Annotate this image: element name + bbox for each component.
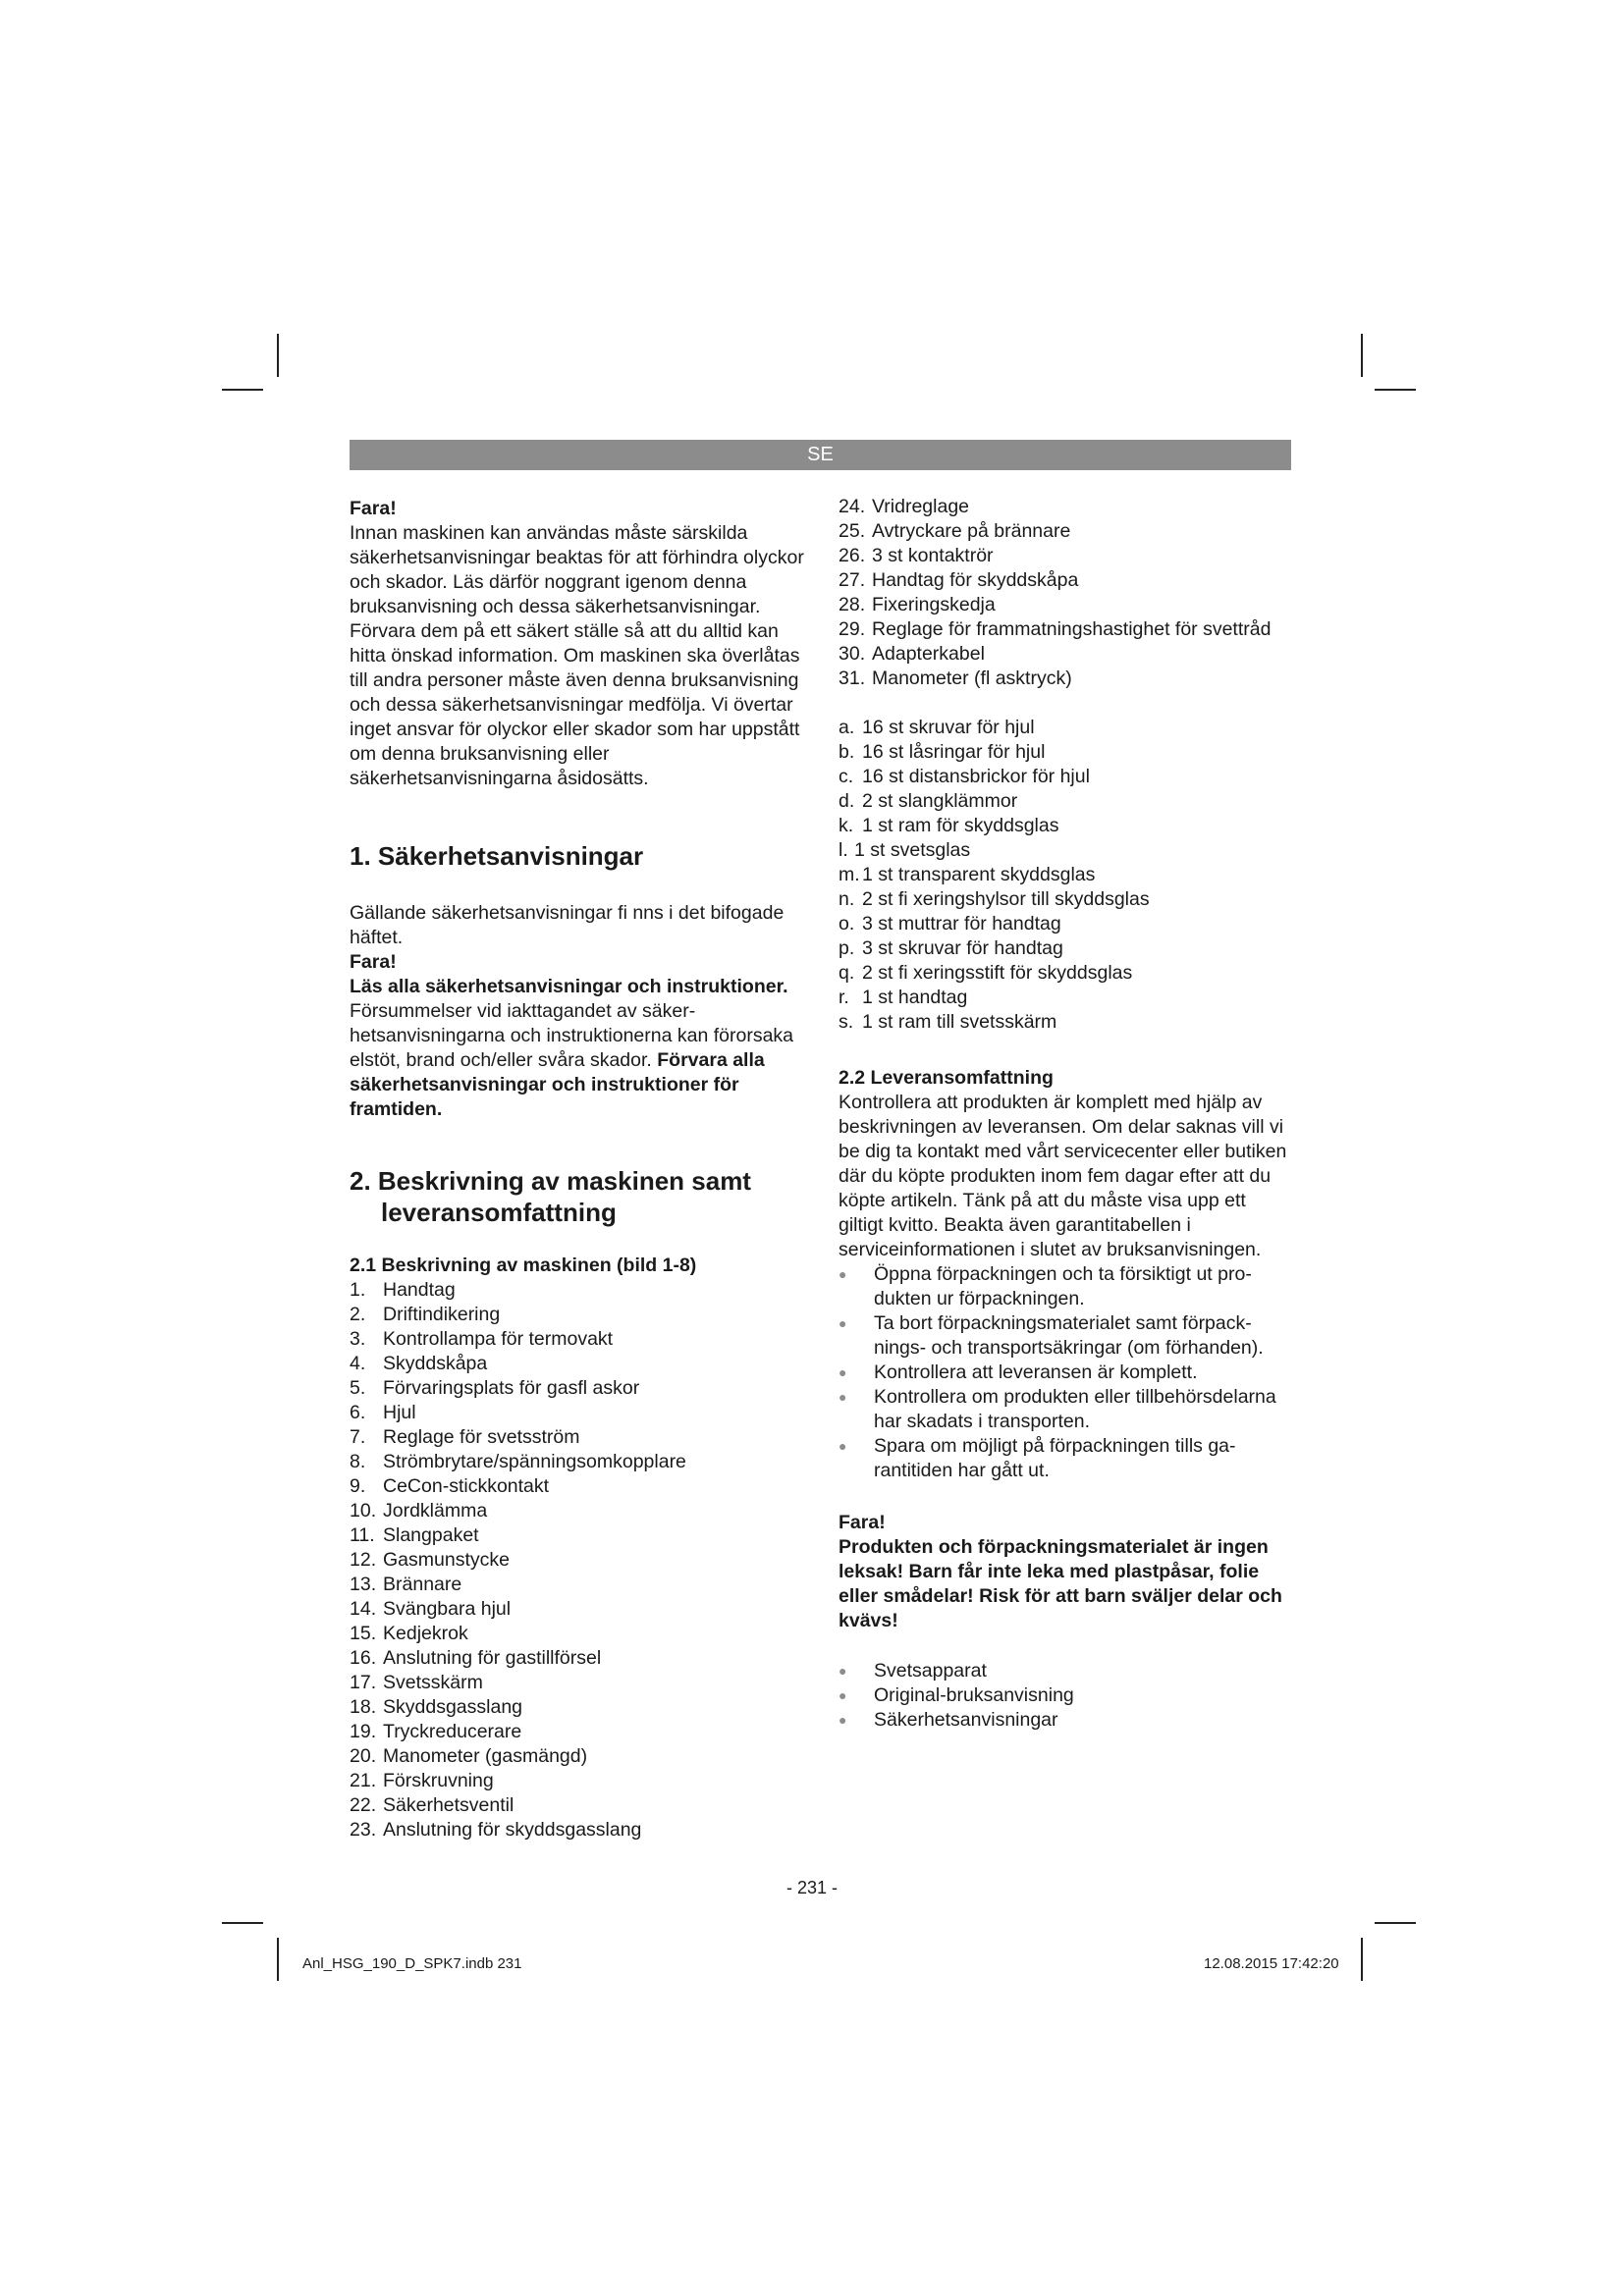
list-item: 24. Vridreglage [839, 496, 970, 517]
list-item: m. 1 st transparent skyddsglas [839, 864, 1096, 885]
list-item: k. 1 st ram för skyddsglas [839, 815, 1059, 836]
list-item: ● Säkerhetsanvisningar [839, 1709, 1058, 1731]
list-item: a. 16 st skruvar för hjul [839, 717, 1035, 738]
crop-mark-bottom-left-h [222, 1922, 263, 1924]
fara-heading-3: Fara! [839, 1512, 886, 1533]
section-2-title: 2. Beskrivning av maskinen samt leveransomfattning [350, 1166, 751, 1227]
list-item: 13. Brännare [350, 1574, 462, 1595]
crop-mark-top-right-h [1375, 389, 1416, 391]
list-item: 8. Strömbrytare/spänningsomkopplare [350, 1451, 686, 1472]
accessories-list [839, 716, 1294, 1035]
bullet-icon: ● [839, 1315, 847, 1331]
warning-paragraph [350, 975, 809, 1122]
page-number: - 231 - [785, 1878, 839, 1897]
list-item: ● Spara om möjligt på förpackningen tills garantitiden har gått ut. [839, 1435, 1236, 1481]
unpacking-steps [839, 1262, 1294, 1483]
list-item: b. 16 st låsringar för hjul [839, 741, 1046, 763]
list-item: ● Original-bruksanvisning [839, 1684, 1074, 1706]
bullet-icon: ● [839, 1687, 847, 1703]
parts-list [350, 1278, 809, 1842]
list-item: ● Svetsapparat [839, 1660, 987, 1682]
list-item: 4. Skyddskåpa [350, 1353, 488, 1374]
section-1-text: Gällande säkerhetsanvisningar fi nns i det bifogade häftet. [350, 902, 785, 948]
file-slug: Anl_HSG_190_D_SPK7.indb 231 [302, 1955, 522, 1972]
bullet-icon: ● [839, 1438, 847, 1454]
crop-mark-bottom-left-v [277, 1938, 279, 1981]
list-item: 5. Förvaringsplats för gasfl askor [350, 1377, 640, 1399]
right-column [839, 495, 1294, 1733]
list-item: o. 3 st muttrar för handtag [839, 913, 1061, 934]
intro-paragraph: Innan maskinen kan användas måste särskilda säkerhetsanvisningar beaktas för att förhindra olyckor och skador. Läs därför noggrant igenom denna bruksanvisning och dessa säkerhetsanvisningar. Förvara dem på ett säkert ställe så att du alltid kan hitta önskad information. Om maskinen ska överlåtas till andra personer måste även denna bruksanvisning och dessa säkerhetsanvisningar medfölja. Vi övertar inget ansvar för olyckor eller skador som har uppstått om denna bruksanvisning eller säkerhetsanvisningarna åsidosätts. [350, 522, 804, 789]
subsection-2-2-title: 2.2 Leveransomfattning [839, 1067, 1054, 1089]
list-item: l. 1 st svetsglas [839, 839, 971, 861]
list-item: 28. Fixeringskedja [839, 594, 996, 615]
print-timestamp: 12.08.2015 17:42:20 [1204, 1955, 1339, 1972]
crop-mark-bottom-right-v [1361, 1938, 1363, 1981]
list-item: p. 3 st skruvar för handtag [839, 937, 1063, 959]
list-item: 10. Jordklämma [350, 1500, 488, 1522]
list-item: 22. Säkerhetsventil [350, 1794, 514, 1816]
fara-heading-2: Fara! [350, 951, 397, 973]
list-item: 21. Förskruvning [350, 1770, 494, 1791]
list-item: 6. Hjul [350, 1402, 416, 1423]
list-item: ● Ta bort förpackningsmaterialet samt förpacknings- och transportsäkringar (om förhanden). [839, 1312, 1264, 1359]
crop-mark-bottom-right-h [1375, 1922, 1416, 1924]
list-item: 9. CeCon-stickkontakt [350, 1475, 550, 1497]
bullet-icon: ● [839, 1364, 847, 1380]
list-item: 20. Manometer (gasmängd) [350, 1745, 588, 1767]
subsection-2-1-title: 2.1 Beskrivning av maskinen (bild 1-8) [350, 1255, 697, 1276]
list-item: ● Kontrollera om produkten eller tillbehörsdelarna har skadats i transporten. [839, 1386, 1276, 1432]
bullet-icon: ● [839, 1712, 847, 1728]
fara-heading: Fara! [350, 498, 397, 519]
list-item: 15. Kedjekrok [350, 1623, 468, 1644]
list-item: d. 2 st slangklämmor [839, 790, 1018, 812]
list-item: ● Öppna förpackningen och ta försiktigt ut produkten ur förpackningen. [839, 1263, 1252, 1309]
warning-bold-b: Förvara alla säkerhetsanvisningar och instruktioner för framtiden. [350, 1049, 765, 1120]
list-item: r. 1 st handtag [839, 987, 968, 1008]
list-item: 11. Slangpaket [350, 1524, 479, 1546]
list-item: 16. Anslutning för gastillförsel [350, 1647, 602, 1669]
crop-mark-top-left-v [277, 334, 279, 377]
list-item: 26. 3 st kontaktrör [839, 545, 994, 566]
list-item: 3. Kontrollampa för termovakt [350, 1328, 614, 1350]
list-item: 19. Tryckreducerare [350, 1721, 522, 1742]
bullet-icon: ● [839, 1389, 847, 1405]
list-item: n. 2 st fi xeringshylsor till skyddsglas [839, 888, 1150, 910]
list-item: 27. Handtag för skyddskåpa [839, 569, 1079, 591]
list-item: 1. Handtag [350, 1279, 456, 1301]
section-1-title: 1. Säkerhetsanvisningar [350, 841, 644, 871]
language-code: SE [807, 444, 834, 465]
left-column [350, 497, 809, 1842]
crop-mark-top-right-v [1361, 334, 1363, 377]
list-item: 29. Reglage för frammatningshastighet för svettråd [839, 618, 1272, 640]
list-item: 25. Avtryckare på brännare [839, 520, 1071, 542]
delivery-contents-list [839, 1659, 1294, 1733]
child-safety-warning: Produkten och förpackningsmaterialet är ingen leksak! Barn får inte leka med plastpåsar, folie eller smådelar! Risk för att barn sväljer delar och kvävs! [839, 1536, 1282, 1631]
bullet-icon: ● [839, 1266, 847, 1282]
list-item: 17. Svetsskärm [350, 1672, 483, 1693]
list-item: 23. Anslutning för skyddsgasslang [350, 1819, 642, 1841]
bullet-icon: ● [839, 1663, 847, 1679]
language-header-bar [350, 440, 1291, 470]
warning-bold-a: Läs alla säkerhetsanvisningar och instruktioner. [350, 976, 788, 997]
list-item: 14. Svängbara hjul [350, 1598, 512, 1620]
parts-list-continued [839, 495, 1294, 691]
list-item: 31. Manometer (fl asktryck) [839, 667, 1072, 689]
crop-mark-top-left-h [222, 389, 263, 391]
list-item: 7. Reglage för svetsström [350, 1426, 580, 1448]
list-item: q. 2 st fi xeringsstift för skyddsglas [839, 962, 1133, 984]
list-item: ● Kontrollera att leveransen är komplett. [839, 1362, 1198, 1383]
list-item: 18. Skyddsgasslang [350, 1696, 523, 1718]
list-item: c. 16 st distansbrickor för hjul [839, 766, 1090, 787]
list-item: 12. Gasmunstycke [350, 1549, 510, 1571]
warning-normal: Försummelser vid iakttagandet av säkerhetsanvisningarna och instruktionerna kan förorsaka elstöt, brand och/eller svåra skador. [350, 1000, 794, 1071]
delivery-check-paragraph: Kontrollera att produkten är komplett med hjälp av beskrivningen av leveransen. Om delar saknas vill vi be dig ta kontakt med vårt servicecenter eller butiken där du köpte produkten inom fem dagar efter att du köpte artikeln. Tänk på att du måste visa upp ett giltigt kvitto. Beakta även garantitabellen i serviceinformationen i slutet av bruksanvisningen. [839, 1092, 1287, 1260]
list-item: 30. Adapterkabel [839, 643, 985, 665]
list-item: 2. Driftindikering [350, 1304, 501, 1325]
list-item: s. 1 st ram till svetsskärm [839, 1011, 1057, 1033]
